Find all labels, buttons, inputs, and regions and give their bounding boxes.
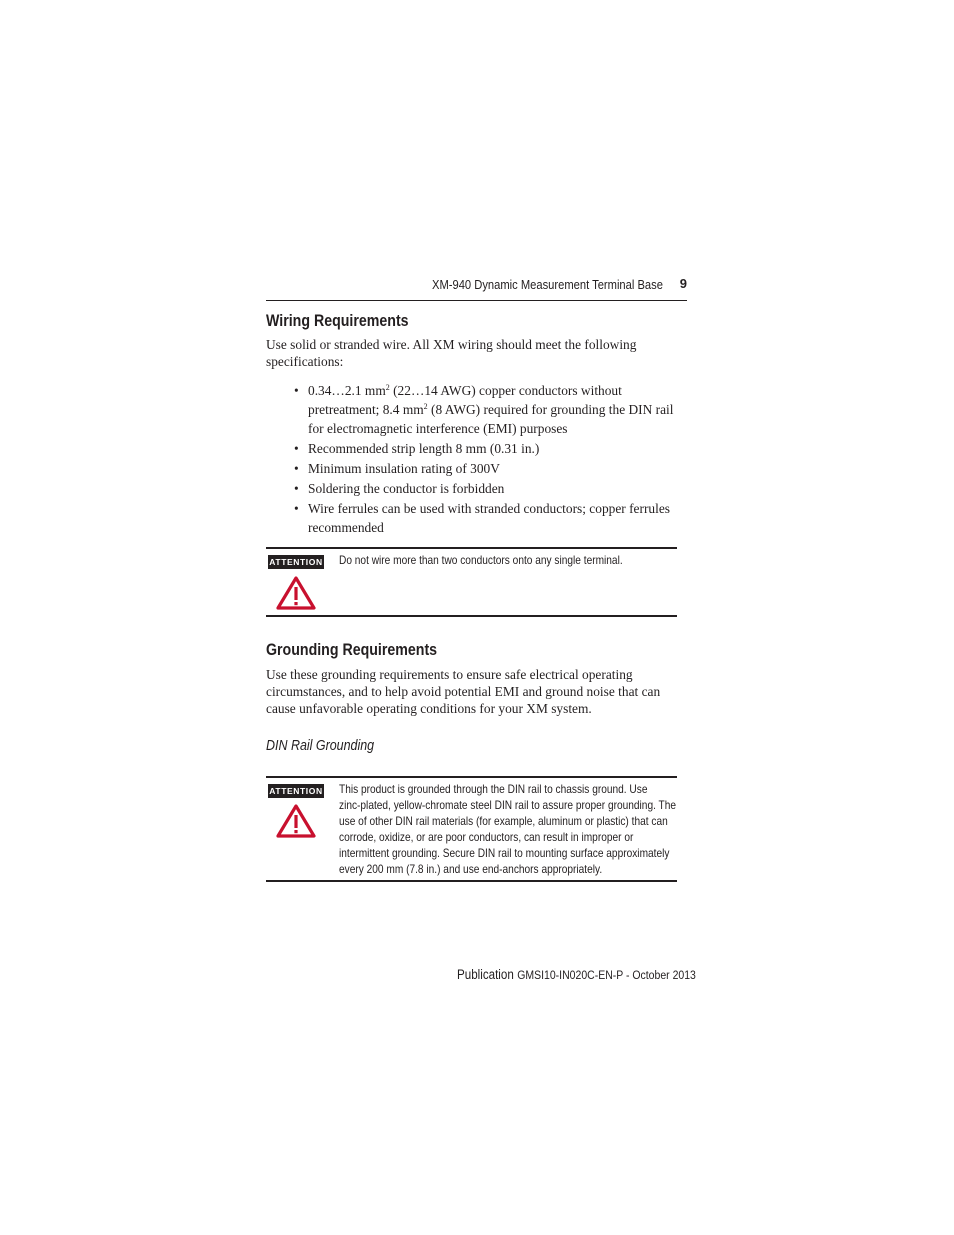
warning-triangle-icon bbox=[276, 576, 316, 610]
attention-label: ATTENTION bbox=[269, 786, 323, 796]
grounding-intro: Use these grounding requirements to ensure safe electrical operating circumstances, and to help avoid potential EMI and ground noise that can cause unfavorable operating conditions for your XM system. bbox=[266, 667, 661, 716]
list-item: • Recommended strip length 8 mm (0.31 in.) bbox=[266, 439, 687, 458]
header-title: XM-940 Dynamic Measurement Terminal Base bbox=[432, 277, 663, 292]
grounding-heading: Grounding Requirements bbox=[266, 641, 438, 659]
warning-triangle-icon bbox=[276, 804, 316, 838]
attention-box-grounding bbox=[266, 776, 677, 882]
running-header bbox=[266, 272, 687, 301]
wiring-spec-list bbox=[266, 381, 687, 538]
page-number: 9 bbox=[679, 276, 687, 291]
footer-label: Publication bbox=[457, 967, 514, 982]
wiring-heading: Wiring Requirements bbox=[266, 312, 409, 330]
wiring-intro: Use solid or stranded wire. All XM wiring should meet the following specifications: bbox=[266, 337, 637, 369]
list-item: • Soldering the conductor is forbidden bbox=[266, 479, 687, 498]
publication-number: GMSI10-IN020C-EN-P - October 2013 bbox=[517, 968, 696, 982]
din-rail-subheading: DIN Rail Grounding bbox=[266, 738, 375, 754]
page-footer bbox=[457, 967, 696, 982]
attention-label: ATTENTION bbox=[269, 557, 323, 567]
list-item: • Wire ferrules can be used with stranded conductors; copper ferrules recommended bbox=[266, 499, 687, 537]
list-item: • Minimum insulation rating of 300V bbox=[266, 459, 687, 478]
attention-text: Do not wire more than two conductors onto any single terminal. bbox=[339, 553, 623, 567]
attention-text: This product is grounded through the DIN rail to chassis ground. Use zinc-plated, yellow-chromate steel DIN rail to assure proper grounding. The use of other DIN rail materials (for example, aluminum or plastic) that can corrode, oxidize, or are poor conductors, can result in improper or intermittent grounding. Secure DIN rail to mounting surface approximately every 200 mm (7.8 in.) and use end-anchors appropriately. bbox=[339, 782, 677, 876]
list-item: • 0.34…2.1 $mm^2$ (22…14 AWG) copper conductors without pretreatment; 8.4 $mm^2$ (8 AWG) required for grounding the DIN rail for electromagnetic interference (EMI) purposes bbox=[266, 381, 687, 438]
attention-box-wiring bbox=[266, 547, 677, 617]
